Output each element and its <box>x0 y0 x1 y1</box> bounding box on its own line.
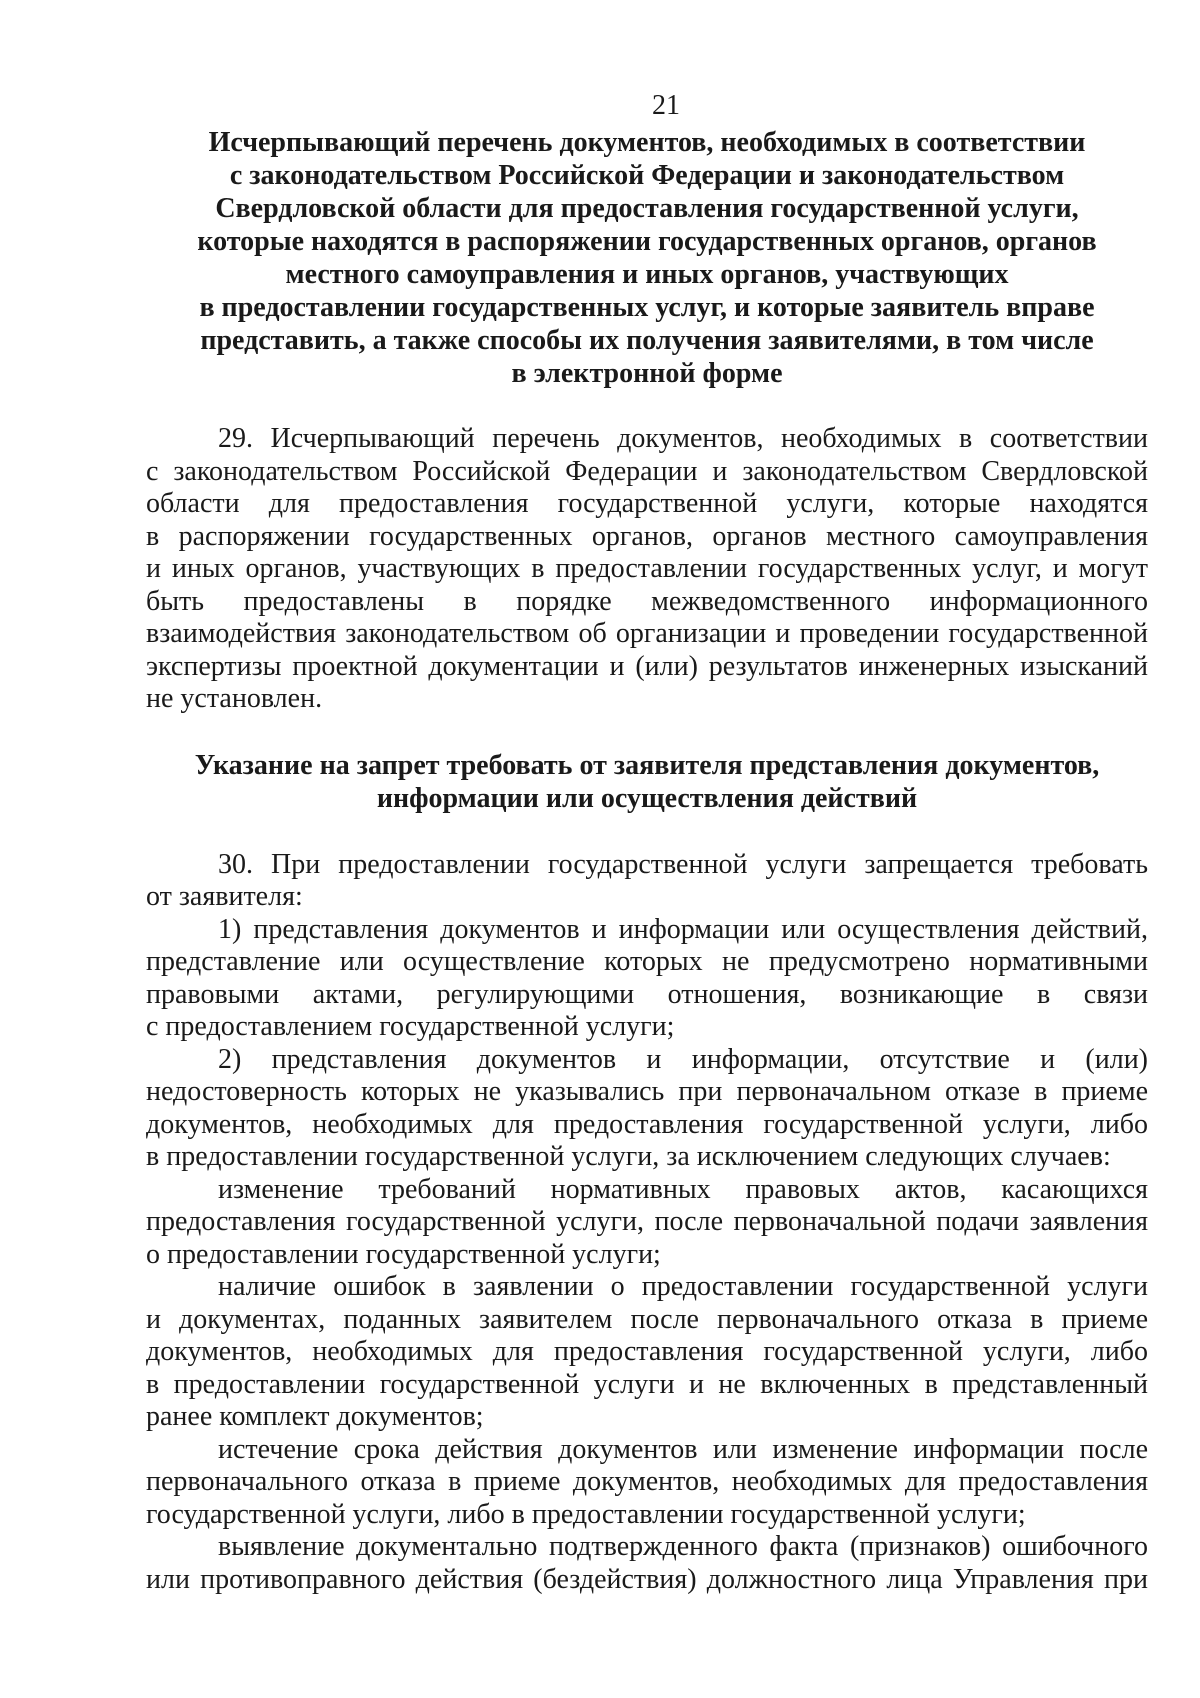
text-line: 2) представления документов и информации, отсутствие и (или) <box>218 1043 1148 1075</box>
text-line: или противоправного действия (бездействия) должностного лица Управления при <box>146 1563 1148 1595</box>
section-heading-documents-list <box>146 126 1148 390</box>
paragraph-29 <box>146 423 1148 716</box>
case-3 <box>146 1434 1148 1532</box>
paragraph-30 <box>146 849 1148 914</box>
list-item-1 <box>146 914 1148 1044</box>
text-line: не установлен. <box>146 683 323 714</box>
heading-line: Указание на запрет требовать от заявителя представления документов, <box>194 749 1100 781</box>
text-line: ранее комплект документов; <box>146 1401 484 1432</box>
text-line: в предоставлении государственной услуги, за исключением следующих случаев: <box>146 1141 1111 1172</box>
text-line: взаимодействия законодательством об организации и проведении государственной <box>146 618 1148 649</box>
text-line: документов, необходимых для предоставления государственной услуги, либо <box>146 1336 1148 1367</box>
document-page <box>146 88 1148 1596</box>
text-line: правовыми актами, регулирующими отношения, возникающие в связи <box>146 978 1148 1010</box>
text-line: о предоставлении государственной услуги; <box>146 1238 661 1270</box>
text-line: истечение срока действия документов или изменение информации после <box>218 1433 1148 1465</box>
text-line: выявление документально подтвержденного факта (признаков) ошибочного <box>218 1531 1148 1562</box>
text-line: от заявителя: <box>146 881 303 912</box>
text-line: области для предоставления государственной услуги, которые находятся <box>146 488 1148 519</box>
heading-line: Исчерпывающий перечень документов, необходимых в соответствии <box>208 127 1086 158</box>
text-line: с законодательством Российской Федерации и законодательством Свердловской <box>146 455 1148 487</box>
heading-line: Свердловской области для предоставления государственной услуги, <box>215 193 1079 224</box>
list-item-2 <box>146 1044 1148 1174</box>
text-line: и документах, поданных заявителем после первоначального отказа в приеме <box>146 1303 1148 1335</box>
text-line: в предоставлении государственной услуги и не включенных в представленный <box>146 1368 1148 1400</box>
heading-line: представить, а также способы их получения заявителями, в том числе <box>200 325 1094 356</box>
text-line: документов, необходимых для предоставления государственной услуги, либо <box>146 1108 1148 1140</box>
text-line: в распоряжении государственных органов, органов местного самоуправления <box>146 520 1148 552</box>
text-line: 30. При предоставлении государственной услуги запрещается требовать <box>218 848 1148 880</box>
section-heading-prohibition <box>146 749 1148 815</box>
text-line: 1) представления документов и информации или осуществления действий, <box>218 913 1148 945</box>
text-line: и иных органов, участвующих в предоставлении государственных услуг, и могут <box>146 553 1148 584</box>
heading-line: которые находятся в распоряжении государственных органов, органов <box>197 226 1097 257</box>
heading-line: информации или осуществления действий <box>376 782 918 814</box>
text-line: 29. Исчерпывающий перечень документов, необходимых в соответствии <box>218 423 1148 454</box>
heading-line: с законодательством Российской Федерации и законодательством <box>229 160 1065 191</box>
heading-line: в предоставлении государственных услуг, и которые заявитель вправе <box>199 292 1095 323</box>
text-line: быть предоставлены в порядке межведомственного информационного <box>146 585 1148 617</box>
text-line: государственной услуги, либо в предоставлении государственной услуги; <box>146 1498 1026 1530</box>
case-1 <box>146 1174 1148 1272</box>
text-line: с предоставлением государственной услуги; <box>146 1011 675 1042</box>
heading-line: в электронной форме <box>511 358 783 389</box>
text-line: предоставления государственной услуги, после первоначальной подачи заявления <box>146 1206 1148 1237</box>
text-line: изменение требований нормативных правовых актов, касающихся <box>218 1173 1148 1205</box>
heading-line: местного самоуправления и иных органов, участвующих <box>285 259 1009 290</box>
page-number: 21 <box>652 90 680 121</box>
text-line: первоначального отказа в приеме документов, необходимых для предоставления <box>146 1466 1148 1497</box>
text-line: наличие ошибок в заявлении о предоставлении государственной услуги <box>218 1271 1148 1302</box>
case-4 <box>146 1531 1148 1596</box>
text-line: экспертизы проектной документации и (или) результатов инженерных изысканий <box>146 650 1148 682</box>
case-2 <box>146 1271 1148 1434</box>
text-line: представление или осуществление которых не предусмотрено нормативными <box>146 946 1148 977</box>
text-line: недостоверность которых не указывались при первоначальном отказе в приеме <box>146 1076 1148 1107</box>
